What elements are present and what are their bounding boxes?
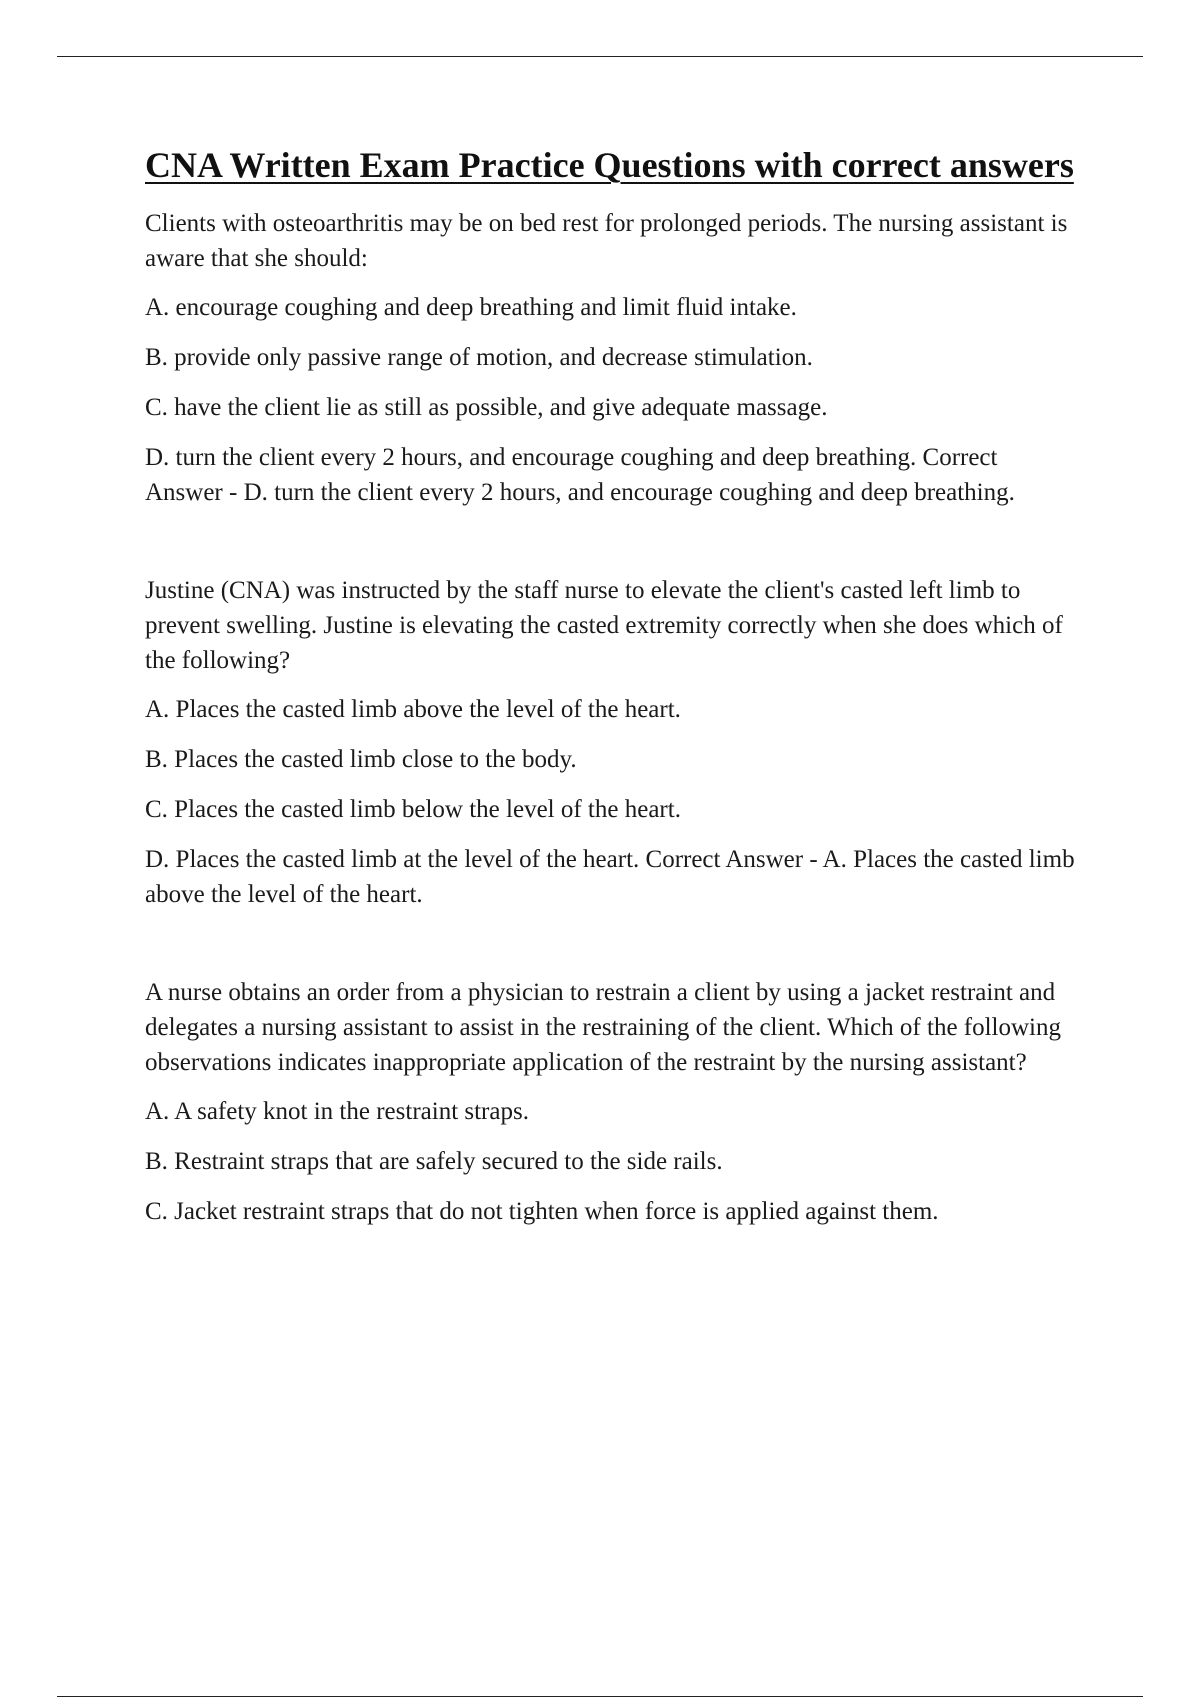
footer-rule (57, 1696, 1143, 1697)
answer-option: A. encourage coughing and deep breathing and limit fluid intake. (145, 294, 797, 321)
answer-option: C. Places the casted limb below the level of the heart. (145, 796, 681, 823)
question-stem: A nurse obtains an order from a physician to restrain a client by using a jacket restraint and delegates a nursing assistant to assist in the restraining of the client. Which of the following observations indicates inappropriate application of the restraint by the nursing assistant? (145, 979, 1062, 1076)
answer-option: C. Jacket restraint straps that do not tighten when force is applied against them. (145, 1198, 939, 1225)
answer-option: A. A safety knot in the restraint straps. (145, 1098, 529, 1125)
question-separator (145, 510, 1080, 573)
header-rule (57, 56, 1143, 57)
question-stem: Clients with osteoarthritis may be on bed rest for prolonged periods. The nursing assistant is aware that she should: (145, 210, 1068, 272)
answer-option: B. Restraint straps that are safely secured to the side rails. (145, 1148, 723, 1175)
document-title: CNA Written Exam Practice Questions with correct answers (145, 145, 1074, 185)
question-block-3 (145, 975, 1080, 1229)
answer-option: B. Places the casted limb close to the body. (145, 746, 577, 773)
document-body (145, 140, 1080, 1244)
answer-option-with-correct-answer: D. Places the casted limb at the level of the heart. Correct Answer - A. Places the casted limb above the level of the heart. (145, 846, 1075, 908)
question-stem: Justine (CNA) was instructed by the staff nurse to elevate the client's casted left limb to prevent swelling. Justine is elevating the casted extremity correctly when she does which of the following? (145, 577, 1063, 674)
question-block-2 (145, 573, 1080, 912)
answer-option-with-correct-answer: D. turn the client every 2 hours, and encourage coughing and deep breathing. Correct Answer - D. turn the client every 2 hours, and encourage coughing and deep breathing. (145, 444, 1015, 506)
answer-option: B. provide only passive range of motion, and decrease stimulation. (145, 344, 813, 371)
answer-option: A. Places the casted limb above the level of the heart. (145, 696, 681, 723)
question-block-1 (145, 206, 1080, 510)
answer-option: C. have the client lie as still as possible, and give adequate massage. (145, 394, 828, 421)
question-separator (145, 912, 1080, 975)
